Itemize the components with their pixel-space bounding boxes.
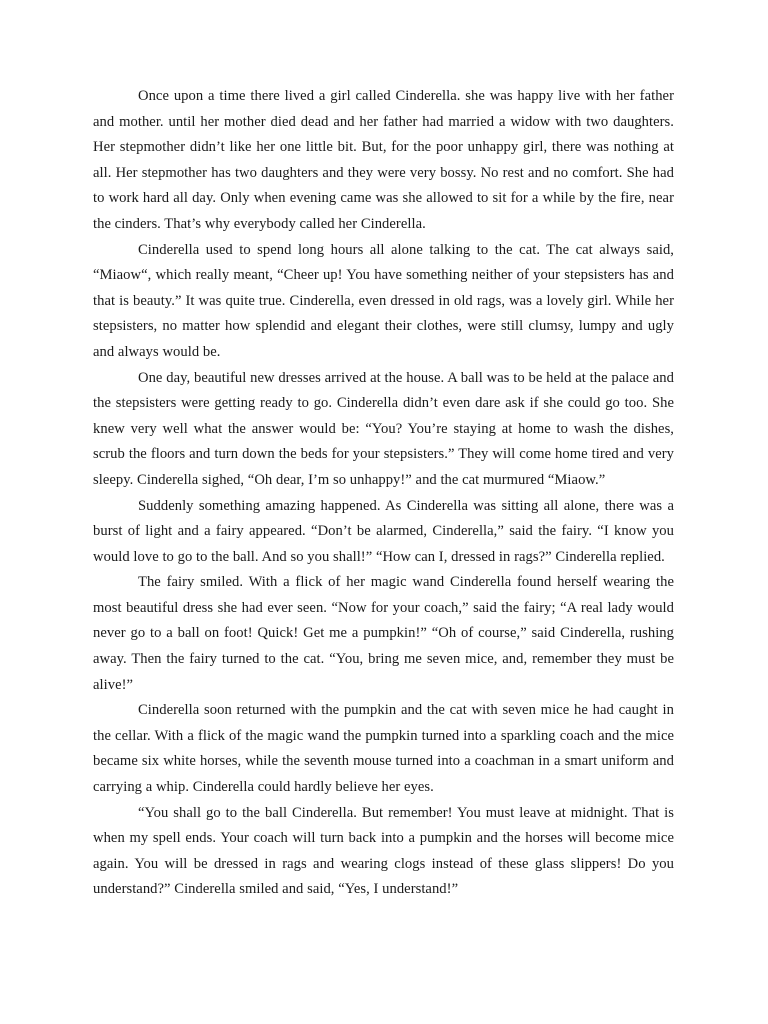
- paragraph-3: One day, beautiful new dresses arrived at the house. A ball was to be held at the palace and the stepsisters were getting ready to go. Cinderella didn’t even dare ask if she could go too. She knew very well what the answer would be: “You? You’re staying at home to wash the dishes, scrub the floors and turn down the beds for your stepsisters.” They will come home tired and very sleepy. Cinderella sighed, “Oh dear, I’m so unhappy!” and the cat murmured “Miaow.”: [93, 369, 674, 488]
- paragraph-1: Once upon a time there lived a girl called Cinderella. she was happy live with her father and mother. until her mother died dead and her father had married a widow with two daughters. Her stepmother didn’t like her one little bit. But, for the poor unhappy girl, there was nothing at all. Her stepmother has two daughters and they were very bossy. No rest and no comfort. She had to work hard all day. Only when evening came was she allowed to sit for a while by the fire, near the cinders. That’s why everybody called her Cinderella.: [93, 88, 674, 232]
- paragraph-6: Cinderella soon returned with the pumpkin and the cat with seven mice he had caught in the cellar. With a flick of the magic wand the pumpkin turned into a sparkling coach and the mice became six white horses, while the seventh mouse turned into a coachman in a smart uniform and carrying a whip. Cinderella could hardly believe her eyes.: [93, 702, 674, 796]
- paragraph-4: Suddenly something amazing happened. As Cinderella was sitting all alone, there was a burst of light and a fairy appeared. “Don’t be alarmed, Cinderella,” said the fairy. “I know you would love to go to the ball. And so you shall!” “How can I, dressed in rags?” Cinderella replied.: [93, 497, 674, 565]
- paragraph-7: “You shall go to the ball Cinderella. But remember! You must leave at midnight. That is when my spell ends. Your coach will turn back into a pumpkin and the horses will become mice again. You will be dressed in rags and wearing clogs instead of these glass slippers! Do you understand?” Cinderella smiled and said, “Yes, I understand!”: [93, 804, 674, 898]
- paragraph-5: The fairy smiled. With a flick of her magic wand Cinderella found herself wearing the most beautiful dress she had ever seen. “Now for your coach,” said the fairy; “A real lady would never go to a ball on foot! Quick! Get me a pumpkin!” “Oh of course,” said Cinderella, rushing away. Then the fairy turned to the cat. “You, bring me seven mice, and, remember they must be alive!”: [93, 574, 674, 693]
- paragraph-2: Cinderella used to spend long hours all alone talking to the cat. The cat always said, “Miaow“, which really meant, “Cheer up! You have something neither of your stepsisters has and that is beauty.” It was quite true. Cinderella, even dressed in old rags, was a lovely girl. While her stepsisters, no matter how splendid and elegant their clothes, were still clumsy, lumpy and ugly and always would be.: [93, 241, 674, 360]
- document-page: [93, 84, 674, 903]
